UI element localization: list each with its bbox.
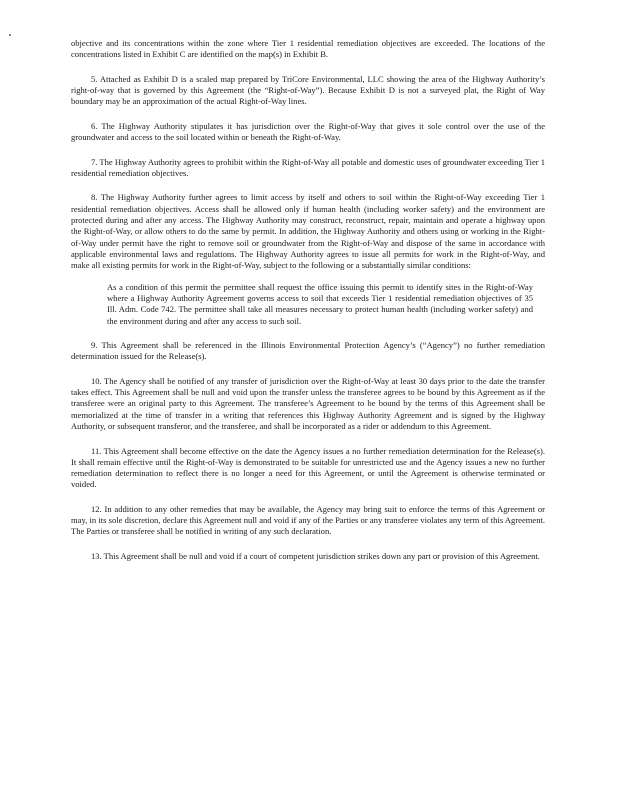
paragraph-4-continuation: objective and its concentrations within the zone where Tier 1 residential remediation objectives are exceeded. The locations of the concentrations listed in Exhibit C are identified on the map(s) in Exhibit B. — [71, 38, 545, 60]
permit-condition-block: As a condition of this permit the permittee shall request the office issuing this permit to identify sites in the Right-of-Way where a Highway Authority Agreement governs access to soil that exceeds Tier 1 residential remediation objectives of 35 Ill. Adm. Code 742. The permittee shall take all measures necessary to protect human health (including worker safety) and the environment during and after any access to such soil. — [107, 281, 533, 326]
paragraph-12: 12. In addition to any other remedies that may be available, the Agency may bring suit to enforce the terms of this Agreement or may, in its sole discretion, declare this Agreement null and void if any of the Parties or any transferee violates any term of this Agreement. The Parties or transferee shall be notified in writing of any such declaration. — [71, 503, 545, 537]
scan-speck — [9, 34, 11, 36]
paragraph-11: 11. This Agreement shall become effective on the date the Agency issues a no further remediation determination for the Release(s). It shall remain effective until the Right-of-Way is demonstrated to be suitable for unrestricted use and the Agency issues a new no further remediation determination to reflect there is no longer a need for this Agreement, or until the Agreement is otherwise terminated or voided. — [71, 445, 545, 490]
paragraph-7: 7. The Highway Authority agrees to prohibit within the Right-of-Way all potable and domestic uses of groundwater exceeding Tier 1 residential remediation objectives. — [71, 156, 545, 178]
paragraph-6: 6. The Highway Authority stipulates it has jurisdiction over the Right-of-Way that gives it sole control over the use of the groundwater and access to the soil located within or beneath the Right-of-Way. — [71, 120, 545, 143]
paragraph-9: 9. This Agreement shall be referenced in the Illinois Environmental Protection Agency’s (“Agency”) no further remediation determination issued for the Release(s). — [71, 340, 545, 362]
paragraph-5: 5. Attached as Exhibit D is a scaled map prepared by TriCore Environmental, LLC showing the area of the Highway Authority’s right-of-way that is governed by this Agreement (the “Right-of-Way”). Because Exhibit D is not a surveyed plat, the Right of Way boundary may be an approximation of the actual Right-of-Way lines. — [71, 73, 545, 107]
paragraph-10: 10. The Agency shall be notified of any transfer of jurisdiction over the Right-of-Way at least 30 days prior to the date the transfer takes effect. This Agreement shall be null and void upon the transfer unless the transferee agrees to be bound by this Agreement as if the transferee were an original party to this Agreement. The transferee’s Agreement to be bound by the terms of this Agreement shall be memorialized at the time of transfer in a writing that references this Highway Authority Agreement and is signed by the Highway Authority, or subsequent transferor, and the transferee, and shall be incorporated as a rider or addendum to this Agreement. — [71, 375, 545, 432]
document-page — [71, 38, 545, 575]
paragraph-13: 13. This Agreement shall be null and void if a court of competent jurisdiction strikes down any part or provision of this Agreement. — [91, 550, 540, 561]
paragraph-8: 8. The Highway Authority further agrees to limit access by itself and others to soil within the Right-of-Way exceeding Tier 1 residential remediation objectives. Access shall be allowed only if human health (including worker safety) and the environment are protected during and after any access. The Highway Authority may construct, reconstruct, repair, maintain and operate a highway upon the Right-of-Way, or allow others to do the same by permit. In addition, the Highway Authority and others using or working in the Right-of-Way under permit have the right to remove soil or groundwater from the Right-of-Way and dispose of the same in accordance with applicable environmental laws and regulations. The Highway Authority agrees to issue all permits for work in the Right-of-Way, and make all existing permits for work in the Right-of-Way, subject to the following or a substantially similar conditions: — [71, 192, 545, 271]
